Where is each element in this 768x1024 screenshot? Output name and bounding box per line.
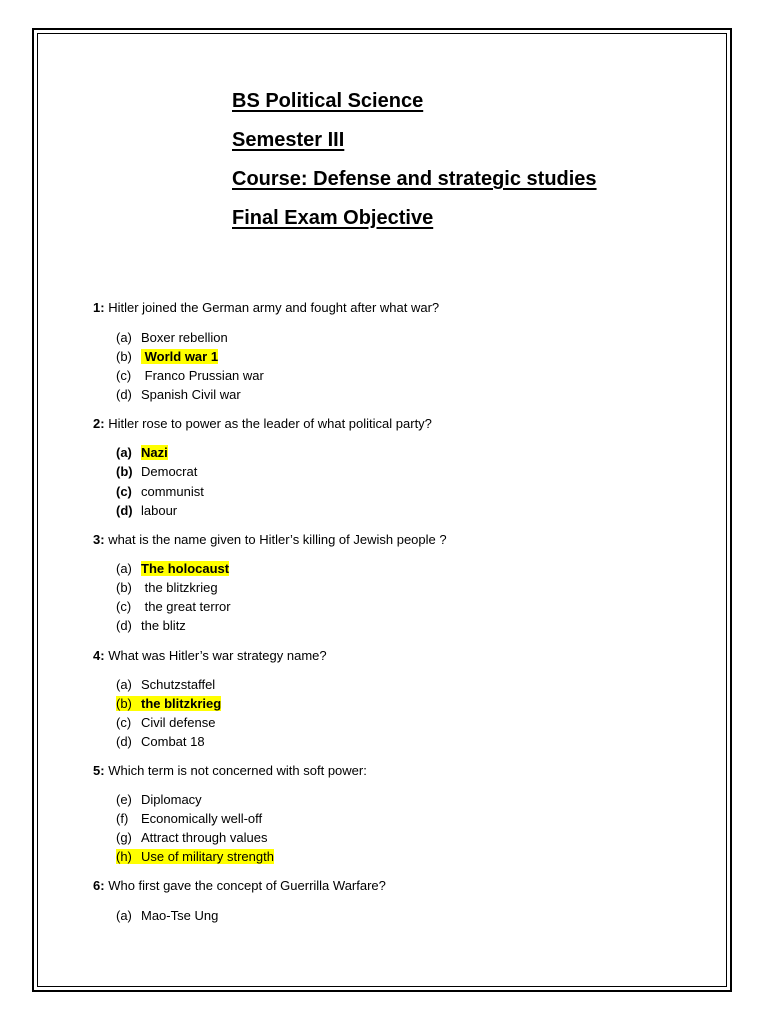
option: (c) communist (116, 484, 204, 499)
question-6 (93, 877, 386, 894)
option: (b) the blitzkrieg (116, 580, 218, 595)
question-text: What was Hitler’s war strategy name? (108, 648, 327, 663)
course-title: Course: Defense and strategic studies (232, 168, 597, 190)
option: (c) Franco Prussian war (116, 368, 264, 383)
option-answer: (a) Nazi (116, 445, 168, 460)
question-text: Hitler joined the German army and fought after what war? (108, 300, 440, 315)
semester-title: Semester III (232, 129, 345, 151)
option: (e) Diplomacy (116, 792, 202, 807)
question-number: 1: (93, 300, 105, 315)
option-answer: (b) World war 1 (116, 349, 219, 364)
question-number: 5: (93, 763, 105, 778)
question-text: Who first gave the concept of Guerrilla Warfare? (108, 878, 386, 893)
option: (d) Spanish Civil war (116, 387, 241, 402)
question-number: 4: (93, 648, 105, 663)
option: (a) Schutzstaffel (116, 677, 216, 692)
question-text: Which term is not concerned with soft power: (108, 763, 367, 778)
question-number: 2: (93, 416, 105, 431)
question-3 (93, 531, 447, 548)
exam-title: Final Exam Objective (232, 207, 434, 229)
question-number: 3: (93, 532, 105, 547)
option-answer: (a) The holocaust (116, 561, 230, 576)
option: (g) Attract through values (116, 830, 268, 845)
option: (d) Combat 18 (116, 734, 205, 749)
option: (c) Civil defense (116, 715, 216, 730)
option: (b) Democrat (116, 464, 198, 479)
option: (a) Mao-Tse Ung (116, 908, 219, 923)
option: (d) the blitz (116, 618, 186, 633)
question-1 (93, 299, 439, 316)
option: (f) Economically well-off (116, 811, 263, 826)
option: (d) labour (116, 503, 178, 518)
option: (a) Boxer rebellion (116, 330, 228, 345)
question-text: Hitler rose to power as the leader of what political party? (108, 416, 432, 431)
option-answer: (h) Use of military strength (116, 849, 274, 864)
option: (c) the great terror (116, 599, 231, 614)
question-number: 6: (93, 878, 105, 893)
option-answer: (b) the blitzkrieg (116, 696, 222, 711)
question-4 (93, 647, 327, 664)
program-title: BS Political Science (232, 90, 424, 112)
question-5 (93, 762, 367, 779)
question-text: what is the name given to Hitler’s killing of Jewish people ? (108, 532, 447, 547)
question-2 (93, 415, 432, 432)
